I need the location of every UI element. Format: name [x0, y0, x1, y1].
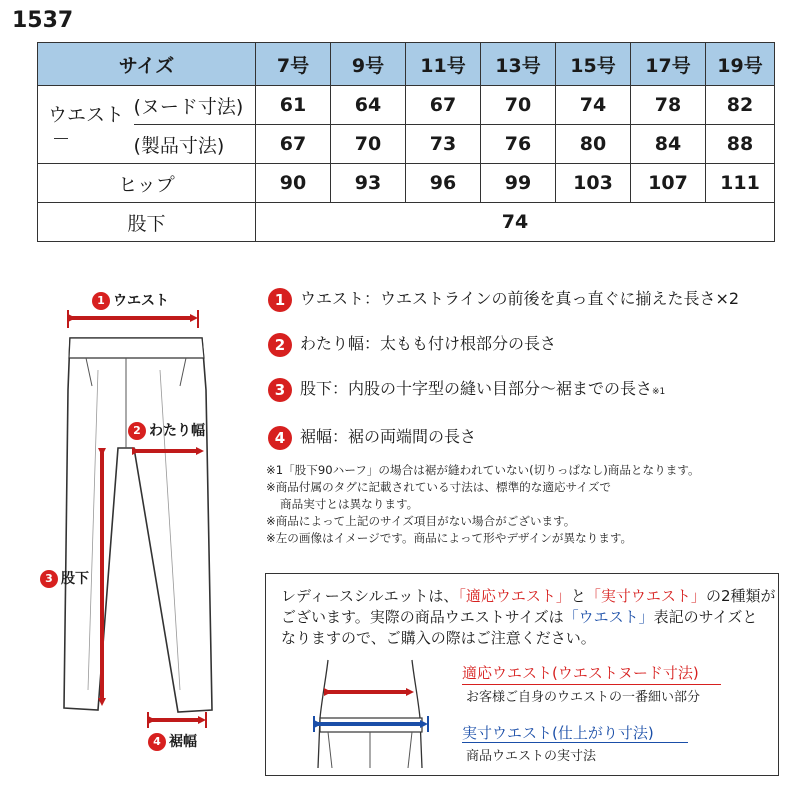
diagram-label-waist: 1 ウエスト — [92, 290, 169, 310]
notes — [266, 462, 700, 547]
definition-hem: 4 裾幅：裾の両端間の長さ — [268, 424, 476, 450]
adapt-waist-title: 適応ウエスト(ウエストヌード寸法) — [462, 664, 699, 682]
value-cell: 74 — [556, 86, 631, 125]
inseam-label: 股下 — [38, 203, 256, 242]
value-cell: 111 — [706, 164, 775, 203]
hip-label: ヒップ — [38, 164, 256, 203]
waist-illustration — [306, 658, 456, 768]
note-1: ※1「股下90ハーフ」の場合は裾が縫われていない(切りっぱなし)商品となります。 — [266, 463, 700, 477]
value-cell: 90 — [256, 164, 331, 203]
product-code: 1537 — [12, 8, 74, 33]
waist-product-label: (製品寸法) — [134, 125, 256, 164]
value-cell: 78 — [631, 86, 706, 125]
diagram-label-hem: 4 裾幅 — [148, 731, 197, 751]
definition-inseam: 3 股下：内股の十字型の縫い目部分〜裾までの長さ※1 — [268, 376, 665, 402]
size-cell: 7号 — [256, 43, 331, 86]
value-cell: 67 — [406, 86, 481, 125]
size-cell: 9号 — [331, 43, 406, 86]
waist-label-cell — [38, 86, 134, 164]
table-row-hip — [38, 164, 775, 203]
value-cell: 67 — [256, 125, 331, 164]
pants-waistband — [69, 338, 204, 358]
actual-waist-underline — [462, 742, 688, 743]
pants-diagram — [30, 280, 270, 760]
value-cell: 73 — [406, 125, 481, 164]
inseam-value: 74 — [256, 203, 775, 242]
value-cell: 82 — [706, 86, 775, 125]
value-cell: 88 — [706, 125, 775, 164]
footnote-ref: ※1 — [652, 387, 666, 397]
value-cell: 93 — [331, 164, 406, 203]
size-cell: 11号 — [406, 43, 481, 86]
size-table — [37, 42, 775, 242]
size-cell: 17号 — [631, 43, 706, 86]
value-cell: 103 — [556, 164, 631, 203]
waist-label: ウエスト — [48, 104, 125, 126]
waist-nude-label: (ヌード寸法) — [134, 86, 256, 125]
value-cell: 96 — [406, 164, 481, 203]
pants-outline — [64, 338, 212, 712]
value-cell: 107 — [631, 164, 706, 203]
waist-info-text: レディースシルエットは、「適応ウエスト」と「実寸ウエスト」の2種類が ございます。実際の商品ウエストサイズは「ウエスト」表記のサイズと なりますので、ご購入の際はご注意ください。 — [281, 587, 776, 647]
size-cell: 19号 — [706, 43, 775, 86]
actual-waist-desc: 商品ウエストの実寸法 — [466, 749, 597, 764]
note-3: ※商品によって上記のサイズ項目がない場合がございます。 — [266, 514, 576, 528]
size-cell: 15号 — [556, 43, 631, 86]
value-cell: 70 — [481, 86, 556, 125]
table-row-waist-product — [38, 125, 775, 164]
adapt-waist-desc: お客様ご自身のウエストの一番細い部分 — [466, 690, 701, 705]
note-4: ※左の画像はイメージです。商品によって形やデザインが異なります。 — [266, 531, 633, 545]
value-cell: 80 — [556, 125, 631, 164]
value-cell: 64 — [331, 86, 406, 125]
actual-waist-title: 実寸ウエスト(仕上がり寸法) — [462, 724, 654, 742]
table-row-inseam — [38, 203, 775, 242]
diagram-label-inseam: 3 股下 — [40, 568, 89, 588]
table-row-waist-nude — [38, 86, 775, 125]
value-cell: 61 — [256, 86, 331, 125]
waist-dash — [54, 138, 68, 139]
note-2b: 商品実寸とは異なります。 — [280, 497, 419, 511]
value-cell: 70 — [331, 125, 406, 164]
value-cell: 99 — [481, 164, 556, 203]
value-cell: 76 — [481, 125, 556, 164]
definition-thigh: 2 わたり幅：太もも付け根部分の長さ — [268, 331, 556, 357]
waist-info-box — [265, 573, 779, 776]
value-cell: 84 — [631, 125, 706, 164]
table-header-row — [38, 43, 775, 86]
note-2a: ※商品付属のタグに記載されている寸法は、標準的な適応サイズで — [266, 480, 612, 494]
diagram-label-thigh: 2 わたり幅 — [128, 420, 205, 440]
size-label: サイズ — [38, 43, 256, 86]
adapt-waist-underline — [462, 684, 721, 685]
size-cell: 13号 — [481, 43, 556, 86]
definition-waist: 1 ウエスト：ウエストラインの前後を真っ直ぐに揃えた長さ×2 — [268, 286, 739, 312]
